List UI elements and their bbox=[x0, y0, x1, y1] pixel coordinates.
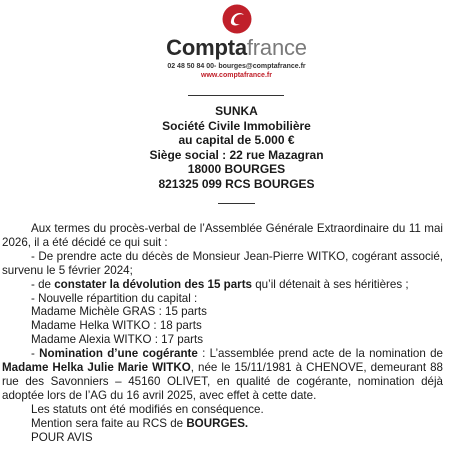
brand-light: france bbox=[246, 35, 307, 60]
pour-avis: POUR AVIS bbox=[31, 430, 93, 444]
notice-body bbox=[2, 222, 444, 445]
company-capital: au capital de 5.000 € bbox=[178, 133, 295, 147]
logo-block bbox=[0, 4, 473, 80]
company-form: Société Civile Immobilière bbox=[162, 118, 311, 133]
brand-bold: Compta bbox=[166, 35, 247, 60]
paragraph-capital: - Nouvelle répartition du capital : bbox=[31, 291, 198, 305]
website-line: www.comptafrance.fr bbox=[201, 72, 272, 79]
contact-line: 02 48 50 84 00- bourges@comptafrance.fr bbox=[167, 63, 306, 70]
nomination-post: , née le 15/11/1981 à CHENOVE, demeurant 88 rue des Savonniers – 45160 OLIVET, en qualité de cogérante, nomination déjà adoptée lors de l’AG du 16 avril 2025, avec effet à cette date. bbox=[2, 361, 443, 402]
brand-name bbox=[0, 36, 473, 60]
paragraph-rcs bbox=[31, 417, 443, 431]
devolution-post: qu’il détenait à ses héritières ; bbox=[252, 277, 409, 291]
devolution-pre: - de bbox=[31, 277, 55, 291]
rcs-pre: Mention sera faite au RCS de bbox=[31, 416, 187, 430]
company-name: SUNKA bbox=[215, 104, 258, 118]
rcs-bold: BOURGES. bbox=[186, 416, 249, 430]
top-divider bbox=[188, 95, 284, 96]
nomination-mid: : L’assemblée prend acte de la nomination de bbox=[197, 347, 444, 361]
company-rcs: 821325 099 RCS BOURGES bbox=[158, 176, 315, 191]
company-heading bbox=[0, 104, 473, 191]
nomination-bold: Nomination d’une cogérante bbox=[39, 347, 198, 361]
paragraph-nomination bbox=[2, 347, 443, 403]
nominee-name: Madame Helka Julie Marie WITKO bbox=[2, 361, 191, 375]
paragraph-devolution bbox=[31, 278, 443, 292]
devolution-bold: constater la dévolution des 15 parts bbox=[54, 277, 252, 291]
paragraph-decision: Aux termes du procès-verbal de l’Assemblée Générale Extraordinaire du 11 mai 2026, il a été décidé ce qui suit : bbox=[2, 222, 443, 249]
paragraph-death bbox=[2, 250, 443, 278]
paragraph-statutes: Les statuts ont été modifiés en conséquence. bbox=[31, 402, 264, 416]
share-line-2: Madame Helka WITKO : 18 parts bbox=[31, 319, 202, 333]
nomination-pre: - bbox=[31, 347, 40, 361]
company-seat: Siège social : 22 rue Mazagran bbox=[149, 147, 324, 162]
company-city: 18000 BOURGES bbox=[187, 162, 286, 176]
share-line-1: Madame Michèle GRAS : 15 parts bbox=[31, 305, 207, 319]
paragraph-death-text: - De prendre acte du décès de Monsieur Jean-Pierre WITKO, cogérant associé, survenu le 5 février 2024; bbox=[2, 249, 443, 277]
comptafrance-logo-icon bbox=[222, 4, 252, 34]
heading-divider bbox=[218, 203, 255, 204]
share-line-3: Madame Alexia WITKO : 17 parts bbox=[31, 333, 204, 347]
